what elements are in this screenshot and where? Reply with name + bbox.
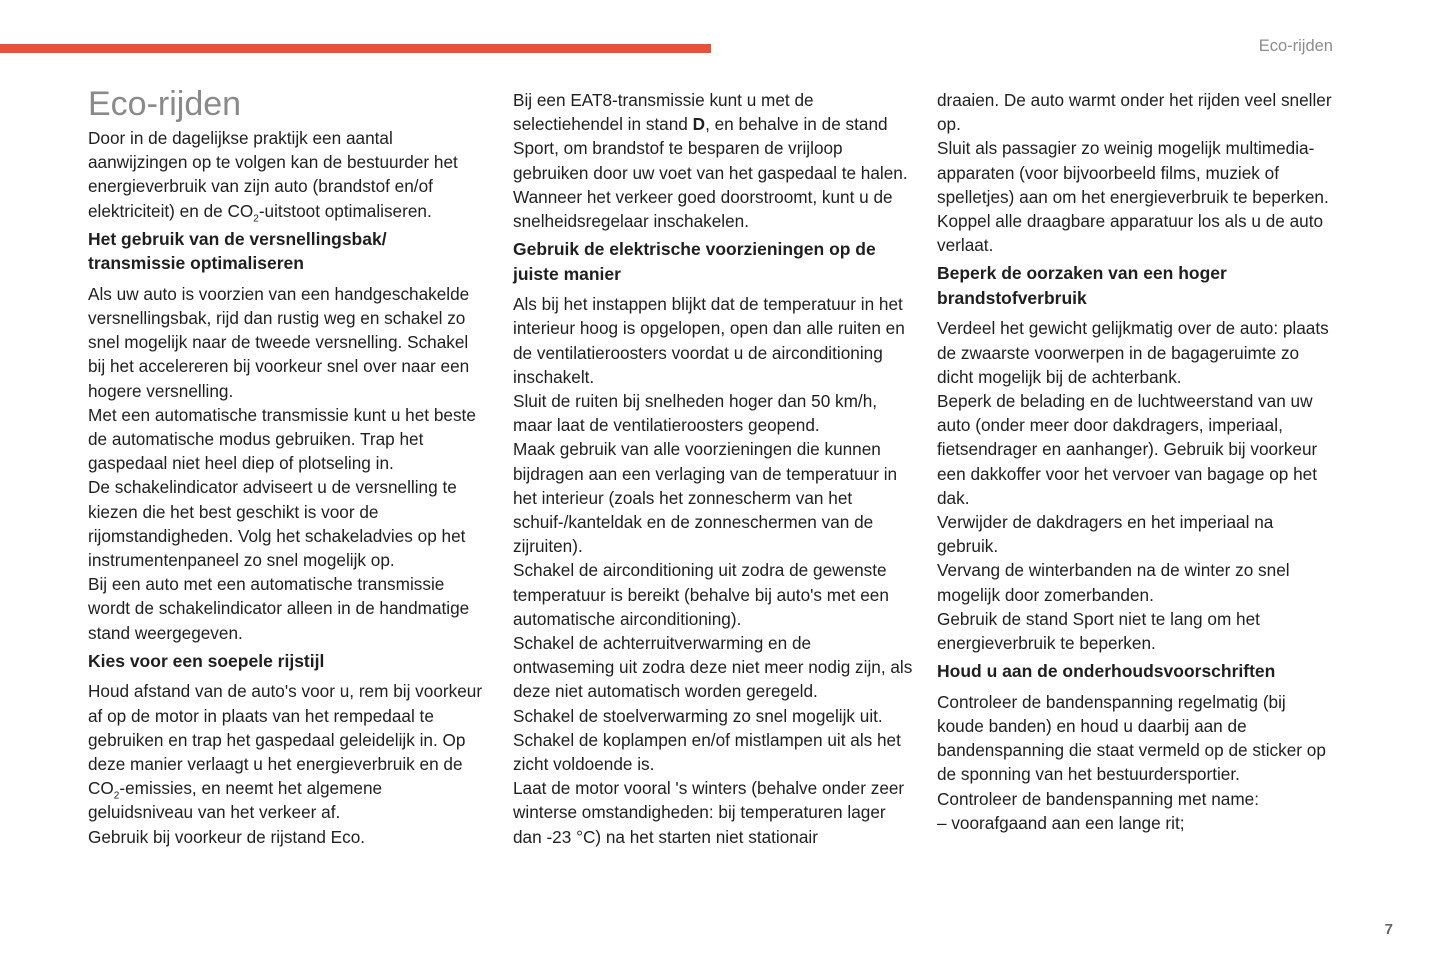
paragraph: Met een automatische transmissie kunt u het beste de automatische modus gebruiken. Trap het gaspedaal niet heel diep of plotseling in. [88, 404, 476, 474]
paragraph: De schakelindicator adviseert u de versnelling te kiezen die het best geschikt is voor de rijomstandigheden. Volg het schakeladvies op het instrumentenpaneel zo snel mogelijk op. [88, 477, 466, 571]
heading-maintenance: Houd u aan de onderhoudsvoorschriften [937, 661, 1276, 682]
heading-smooth-driving: Kies voor een soepele rijstijl [88, 650, 325, 671]
paragraph: Als bij het instappen blijkt dat de temperatuur in het interieur hoog is opgelopen, open dan alle ruiten en de ventilatieroosters voordat u de airconditioning inschakelt. [513, 294, 905, 387]
paragraph: Als uw auto is voorzien van een handgeschakelde versnellingsbak, rijd dan rustig weg en schakel zo snel mogelijk naar de tweede versnelling. Schakel bij het accelereren bij voorkeur snel over naar een hogere versnelling. [88, 283, 470, 401]
paragraph: Schakel de koplampen en/of mistlampen uit als het zicht voldoende is. [513, 729, 901, 775]
column-3 [937, 88, 1337, 835]
paragraph: Bij een EAT8-transmissie kunt u met de selectiehendel in stand D, en behalve in de stand Sport, om brandstof te besparen de vrijloop gebruiken door uw voet van het gaspedaal te halen. [513, 90, 908, 183]
heading-electrical: Gebruik de elektrische voorzieningen op de juiste manier [513, 239, 876, 284]
paragraph: Bij een auto met een automatische transmissie wordt de schakelindicator alleen in de handmatige stand weergegeven. [88, 574, 470, 643]
paragraph: Gebruik de stand Sport niet te lang om het energieverbruik te beperken. [937, 608, 1260, 654]
column-1 [88, 85, 488, 849]
paragraph: Vervang de winterbanden na de winter zo snel mogelijk door zomerbanden. [937, 560, 1290, 605]
paragraph: Sluit de ruiten bij snelheden hoger dan 50 km/h, maar laat de ventilatieroosters geopend. [513, 391, 878, 436]
paragraph: Beperk de belading en de luchtweerstand van uw auto (onder meer door dakdragers, imperiaal, fietsendrager en aanhanger). Gebruik bij voorkeur een dakkoffer voor het vervoer van bagage op het dak. [937, 391, 1318, 508]
accent-bar [0, 44, 711, 53]
paragraph: Laat de motor vooral 's winters (behalve onder zeer winterse omstandigheden: bij temperaturen lager dan -23 °C) na het starten niet stationair [513, 778, 905, 847]
paragraph: draaien. De auto warmt onder het rijden veel sneller op. [937, 90, 1332, 135]
page-number: 7 [1384, 921, 1393, 938]
intro-paragraph: Door in de dagelijkse praktijk een aantal aanwijzingen op te volgen kan de bestuurder het energieverbruik van zijn auto (brandstof en/of elektriciteit) en de $CO_2$-uitstoot optimaliseren. [88, 128, 458, 225]
paragraph: Sluit als passagier zo weinig mogelijk multimedia-apparaten (voor bijvoorbeeld films, muziek of spelletjes) aan om het energieverbruik te beperken. [937, 138, 1329, 207]
paragraph: Gebruik bij voorkeur de rijstand Eco. [88, 826, 366, 847]
paragraph: Schakel de airconditioning uit zodra de gewenste temperatuur is bereikt (behalve bij auto's met een automatische airconditioning). [513, 560, 889, 629]
paragraph: Verwijder de dakdragers en het imperiaal na gebruik. [937, 512, 1274, 557]
paragraph: Verdeel het gewicht gelijkmatig over de auto: plaats de zwaarste voorwerpen in de bagageruimte zo dicht mogelijk bij de achterbank. [937, 318, 1329, 387]
paragraph: Schakel de achterruitverwarming en de ontwaseming uit zodra deze niet meer nodig zijn, als deze niet automatisch worden geregeld. [513, 633, 913, 702]
running-header: Eco-rijden [1258, 37, 1333, 55]
paragraph: Houd afstand van de auto's voor u, rem bij voorkeur af op de motor in plaats van het rempedaal te gebruiken en trap het gaspedaal geleidelijk in. Op deze manier verlaagt u het energieverbruik en de $CO_2$-emissies, en neemt het algemene geluidsniveau van het verkeer af. [88, 681, 483, 823]
page-title: Eco-rijden [88, 85, 242, 123]
paragraph: Controleer de bandenspanning regelmatig (bij koude banden) en houd u daarbij aan de bandenspanning die staat vermeld op de sticker op de sponning van het bestuurdersportier. [937, 691, 1326, 785]
paragraph: Schakel de stoelverwarming zo snel mogelijk uit. [513, 705, 883, 726]
paragraph: Maak gebruik van alle voorzieningen die kunnen bijdragen aan een verlaging van de temperatuur in het interieur (zoals het zonnescherm van het schuif-/kanteldak en de zonneschermen van de zijruiten). [513, 439, 898, 557]
paragraph: Controleer de bandenspanning met name: [937, 788, 1260, 809]
heading-fuel-consumption: Beperk de oorzaken van een hoger brandstofverbruik [937, 263, 1227, 308]
heading-gearbox: Het gebruik van de versnellingsbak/ transmissie optimaliseren [88, 228, 387, 274]
paragraph: Koppel alle draagbare apparatuur los als u de auto verlaat. [937, 211, 1324, 256]
paragraph: Wanneer het verkeer goed doorstroomt, kunt u de snelheidsregelaar inschakelen. [513, 186, 893, 232]
list-item: – voorafgaand aan een lange rit; [937, 812, 1185, 833]
column-2 [513, 88, 913, 849]
